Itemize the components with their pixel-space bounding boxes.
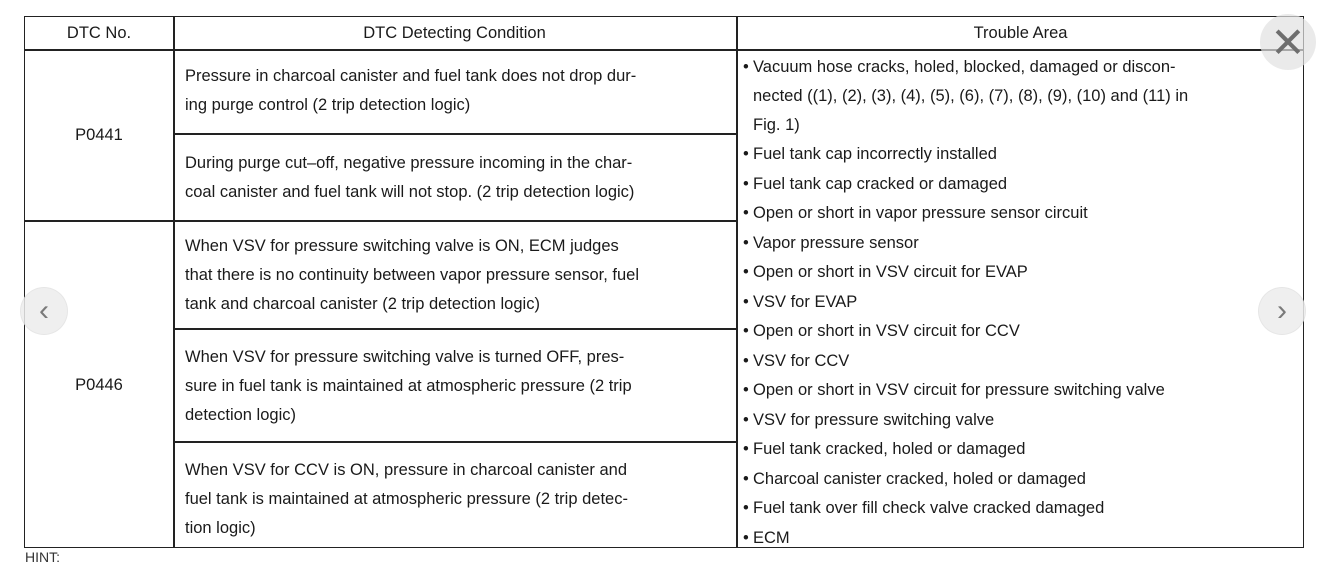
bullet: •: [743, 469, 749, 488]
condition-line: When VSV for CCV is ON, pressure in charcoal canister and: [185, 461, 628, 479]
trouble-area-text: Fuel tank cracked, holed or damaged: [753, 440, 1026, 458]
condition-text: [185, 149, 730, 207]
condition-line: detection logic): [185, 406, 296, 424]
trouble-line: nected ((1), (2), (3), (4), (5), (6), (7), (8), (9), (10) and (11) in: [753, 87, 1189, 105]
trouble-area-item: [743, 229, 1299, 259]
bullet: •: [743, 263, 749, 281]
trouble-area-text: VSV for EVAP: [753, 292, 858, 311]
next-button[interactable]: [1258, 287, 1306, 335]
condition-line: Pressure in charcoal canister and fuel tank does not drop dur-: [185, 67, 637, 85]
condition-text: [185, 343, 730, 430]
trouble-area-item: [743, 376, 1299, 406]
row-divider: [173, 328, 736, 330]
trouble-area-text: Fuel tank cap incorrectly installed: [753, 145, 997, 163]
trouble-area-item: [743, 524, 1299, 554]
trouble-area-item: [743, 199, 1299, 229]
trouble-area-item: [743, 317, 1299, 347]
trouble-area-item: [743, 288, 1299, 318]
bullet: •: [743, 440, 749, 458]
bullet: •: [743, 351, 749, 370]
trouble-area-item: [743, 53, 1299, 140]
trouble-area-text: Open or short in VSV circuit for pressure switching valve: [753, 381, 1165, 399]
trouble-area-text: Fuel tank over fill check valve cracked damaged: [753, 499, 1105, 517]
trouble-area-text: Open or short in vapor pressure sensor circuit: [753, 204, 1088, 222]
bullet: •: [743, 381, 749, 399]
condition-line: coal canister and fuel tank will not stop. (2 trip detection logic): [185, 183, 635, 201]
condition-line: that there is no continuity between vapor pressure sensor, fuel: [185, 266, 640, 284]
trouble-area-item: [743, 494, 1299, 524]
bullet: •: [743, 58, 749, 76]
prev-button[interactable]: [20, 287, 68, 335]
header-trouble-area: Trouble Area: [973, 23, 1068, 42]
bullet: •: [743, 174, 749, 193]
header-divider: [25, 49, 1303, 51]
trouble-area-text: VSV for pressure switching valve: [753, 410, 995, 429]
trouble-area-text: Vapor pressure sensor: [753, 233, 919, 252]
trouble-area-item: [743, 347, 1299, 377]
condition-text: [185, 232, 730, 319]
dtc-code-p0441: P0441: [75, 125, 123, 144]
close-button[interactable]: [1260, 14, 1316, 70]
trouble-area-text: Open or short in VSV circuit for EVAP: [753, 263, 1028, 281]
trouble-area-item: [743, 406, 1299, 436]
condition-line: ing purge control (2 trip detection logic): [185, 96, 471, 114]
close-icon: ✕: [1270, 18, 1306, 66]
trouble-area-list: [743, 53, 1299, 553]
bullet: •: [743, 528, 749, 547]
condition-line: tion logic): [185, 519, 256, 537]
row-divider: [173, 441, 736, 443]
condition-text: [185, 62, 730, 120]
trouble-line: Fig. 1): [753, 116, 800, 134]
dtc-code-p0446: P0446: [75, 375, 123, 394]
bullet: •: [743, 322, 749, 340]
condition-line: When VSV for pressure switching valve is ON, ECM judges: [185, 237, 619, 255]
condition-line: When VSV for pressure switching valve is turned OFF, pres-: [185, 348, 625, 366]
condition-text: [185, 456, 730, 543]
hint-label: HINT:: [25, 549, 60, 565]
chevron-left-icon: ‹: [39, 294, 49, 327]
trouble-area-item: [743, 170, 1299, 200]
trouble-area-text: Open or short in VSV circuit for CCV: [753, 322, 1020, 340]
trouble-area-text: VSV for CCV: [753, 351, 850, 370]
condition-line: tank and charcoal canister (2 trip detection logic): [185, 295, 540, 313]
condition-line: sure in fuel tank is maintained at atmospheric pressure (2 trip: [185, 377, 632, 395]
dtc-table: [24, 16, 1304, 565]
row-divider: [173, 133, 736, 135]
condition-line: fuel tank is maintained at atmospheric pressure (2 trip detec-: [185, 490, 628, 508]
trouble-area-item: [743, 435, 1299, 465]
trouble-area-text: Charcoal canister cracked, holed or damaged: [753, 469, 1086, 488]
trouble-line: Vacuum hose cracks, holed, blocked, damaged or discon-: [753, 58, 1176, 76]
condition-line: During purge cut–off, negative pressure incoming in the char-: [185, 154, 633, 172]
bullet: •: [743, 292, 749, 311]
column-divider: [736, 17, 738, 547]
bullet: •: [743, 204, 749, 222]
trouble-area-text: Fuel tank cap cracked or damaged: [753, 174, 1008, 193]
trouble-area-item: [743, 140, 1299, 170]
chevron-right-icon: ›: [1277, 294, 1287, 327]
header-dtc-no: DTC No.: [66, 23, 132, 42]
trouble-area-text: ECM: [753, 528, 790, 547]
bullet: •: [743, 233, 749, 252]
column-divider: [173, 17, 175, 547]
bullet: •: [743, 145, 749, 163]
trouble-area-item: [743, 465, 1299, 495]
bullet: •: [743, 499, 749, 517]
header-condition: DTC Detecting Condition: [363, 23, 546, 42]
bullet: •: [743, 410, 749, 429]
trouble-area-item: [743, 258, 1299, 288]
